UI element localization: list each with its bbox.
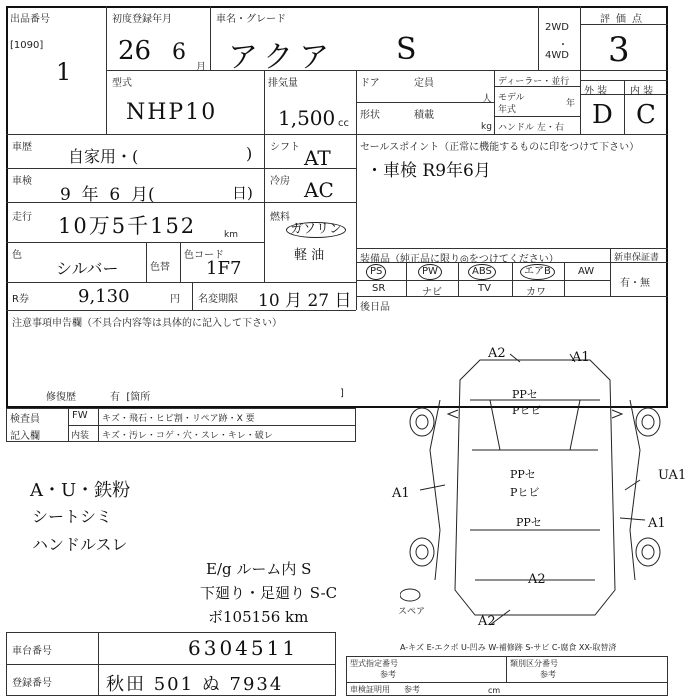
equipment-label: 装備品（純正品に限り◎をつけてください） [360,254,559,265]
chassis-value: 6304511 [188,636,299,660]
dealer-label: ディーラー・並行 [498,77,570,87]
equip-abs [468,264,496,280]
divider [210,6,211,70]
divider [192,282,193,310]
divider [6,282,356,283]
equip-airbag [520,264,555,280]
divider [346,682,668,683]
divider [264,134,265,282]
warranty-value: 有・無 [620,278,650,289]
name-expiry-label: 名変期限 [198,294,238,305]
selling-points-label: セールスポイント（正常に機能するものに印をつけて下さい） [360,142,640,153]
note-line-2: シートシミ [32,507,113,526]
equip-abs-circle: ABS [468,264,496,280]
ref-label-1: 参考 [380,670,396,679]
inspector-label-1: 検査員 [10,414,40,425]
equip-sr: SR [372,283,386,294]
divider [356,134,357,310]
divider [356,280,610,281]
equip-airbag-circle: エアB [520,264,555,280]
equip-tv: TV [478,283,491,294]
drive-dot: ・ [558,40,568,51]
notes-label: 注意事項申告欄（不具合内容等は具体的に記入して下さい） [12,318,282,329]
diagram-mark-ua1: UA1 [658,468,687,483]
plate-value: 秋田 501 ぬ 7934 [106,674,284,695]
rear-items-label: 後日品 [360,302,390,313]
divider [6,242,264,243]
model-year-unit: 年 [566,99,576,109]
divider [494,70,495,134]
lot-number: 1 [56,58,72,86]
drive-2wd: 2WD [545,22,569,33]
load-label: 積載 [414,110,434,121]
type-label: 型式 [112,78,132,89]
divider [406,262,407,296]
door-label: ドア [360,78,380,89]
displacement-value: 1,500 [278,106,336,130]
divider [106,70,668,71]
exterior-label: 外 装 [584,86,608,97]
divider [580,80,668,81]
divider [494,116,580,117]
divider [98,632,99,696]
fuel-value-circle: ガソリン [286,222,346,238]
model-year-label: モデル [498,93,525,103]
diagram-mark-phibi-1: Pヒビ [512,404,542,417]
model-name: アクア [228,40,336,75]
mileage-value: 10万5千152 [58,214,197,238]
equip-ps-circle: PS [366,264,386,280]
color-label: 色 [12,250,22,261]
drive-4wd: 4WD [545,50,569,61]
selling-points-value: ・車検 R9年6月 [366,161,491,181]
category-label: 類別区分番号 [510,659,558,668]
divider [6,134,668,135]
divider [506,656,507,682]
lot-code: [1090] [10,40,44,51]
divider [538,6,539,70]
note-line-3: ハンドルスレ [32,535,128,554]
divider [356,296,668,297]
engine-note-2: 下廻り・足廻り S-C [200,584,338,602]
score-label: 評価点 [600,14,648,25]
equip-ps [366,264,386,280]
divider [356,248,668,249]
divider [6,664,336,665]
diagram-mark-a1-right: A1 [648,516,666,531]
ref-label-2: 参考 [540,670,556,679]
shift-label: シフト [270,142,300,153]
repair-close: ] [340,388,344,399]
equip-pw [418,264,442,280]
divider [624,80,625,134]
divider [610,248,611,296]
color-code-value: 1F7 [206,258,242,279]
engine-note-3: ボ105156 km [208,608,309,626]
recycle-label: R券 [12,294,29,305]
divider [146,242,147,282]
handle-label: ハンドル 左・右 [498,123,564,133]
capacity-label: 定員 [414,78,434,89]
history-close: ) [246,144,253,163]
grade: S [396,32,417,67]
divider [356,102,494,103]
warranty-label: 新車保証書 [614,253,660,263]
model-year-label2: 年式 [498,105,517,115]
repair-label: 修復歴 [46,392,76,403]
inspection-value: 9 年 6 月( [60,185,155,205]
score-value: 3 [608,30,630,70]
equip-aw: AW [578,266,595,277]
name-expiry-value: 10 月 27 日 [258,291,352,311]
cm-label: cm [488,686,501,695]
divider [6,202,356,203]
model-name-label: 車名・グレード [216,14,286,25]
diagram-mark-ppse-1: PPセ [512,388,538,401]
fuel-alt: 軽 油 [294,248,325,263]
interior-label: 内 装 [630,86,654,97]
divider [512,262,513,296]
capacity-unit: 人 [482,94,492,105]
equip-leather: カワ [526,287,546,298]
first-reg-month-unit: 月 [196,62,206,73]
displacement-unit: cc [338,118,349,129]
divider [180,242,181,282]
interior-grade: C [636,100,656,130]
diagram-mark-a2-bottom: A2 [478,614,496,629]
engine-note-1: E/g ルーム内 S [206,560,312,578]
divider [98,408,99,442]
repair-value: 有 [箇所 [110,392,151,403]
fuel-label: 燃料 [270,212,290,223]
equip-navi: ナビ [422,287,442,298]
int-label: 内装 [71,431,90,441]
first-reg-year: 26 [118,36,152,66]
diagram-mark-a1-left: A1 [392,486,410,501]
type-value: NHP10 [126,100,218,125]
divider [68,425,356,426]
diagram-mark-ppse-3: PPセ [516,516,542,529]
recycle-unit: 円 [170,294,180,305]
divider [68,408,69,442]
damage-legend: A-キズ E-エクボ U-凹み W-補修跡 S-サビ C-腐食 XX-取替済 [400,643,617,652]
plate-label: 登録番号 [12,678,52,689]
inspector-label-2: 記入欄 [10,431,40,442]
diagram-mark-a1-top: A1 [572,350,590,365]
mileage-label: 走行 [12,212,32,223]
fw-items: キズ・飛石・ヒビ割・リペア跡・X 要 [102,414,255,424]
spare-label: スペア [398,607,426,617]
ref-label-3: 参考 [404,685,420,694]
load-unit: kg [481,122,492,132]
equip-pw-circle: PW [418,264,442,280]
exterior-grade: D [592,100,613,130]
int-items: キズ・汚レ・コゲ・穴・スレ・キレ・破レ [102,431,273,441]
divider [564,262,565,296]
recycle-value: 9,130 [78,286,130,307]
shape-label: 形状 [360,110,380,121]
diagram-mark-ppse-2: PPセ [510,468,536,481]
inspection-day: 日) [232,184,253,202]
displacement-label: 排気量 [268,78,298,89]
fw-label: FW [72,410,88,421]
ac-label: 冷房 [270,176,290,187]
chassis-label: 車台番号 [12,646,52,657]
diagram-mark-a2-rear: A2 [528,572,546,587]
fuel-value [286,222,346,238]
inspection-label: 車検 [12,176,32,187]
divider [580,24,668,25]
mileage-unit: km [224,230,238,240]
diagram-mark-a2-top: A2 [488,346,506,361]
color-change-label: 色替 [150,262,170,273]
lot-label: 出品番号 [10,14,50,25]
history-value: 自家用・( [68,147,139,166]
ac-value: AC [304,178,334,202]
first-reg-label: 初度登録年月 [112,14,172,25]
type-designation-label: 型式指定番号 [350,659,398,668]
divider [264,70,265,134]
divider [458,262,459,296]
cert-label: 車検証明用 [350,685,390,694]
color-value: シルバー [56,259,119,278]
shift-value: AT [304,146,331,170]
first-reg-month: 6 [172,40,186,65]
history-label: 車歴 [12,142,32,153]
diagram-mark-phibi-2: Pヒビ [510,486,540,499]
note-line-1: A・U・鉄粉 [30,480,131,501]
color-code-label: 色コード [184,250,224,261]
